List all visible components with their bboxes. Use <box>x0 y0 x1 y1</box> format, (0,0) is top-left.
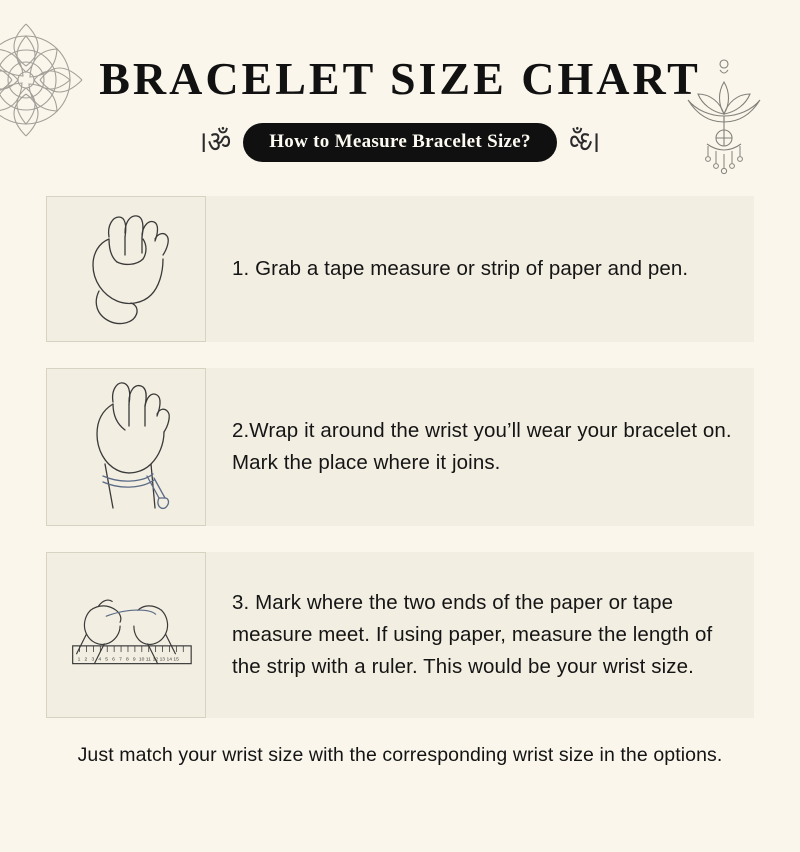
steps-list <box>46 196 754 718</box>
subtitle-badge: How to Measure Bracelet Size? <box>243 123 557 162</box>
hand-fist-with-tape-illustration <box>46 196 206 342</box>
subtitle-row <box>0 123 800 162</box>
list-item <box>46 552 754 718</box>
svg-text:10: 10 <box>138 657 145 663</box>
step-text: 1. Grab a tape measure or strip of paper and pen. <box>232 257 689 281</box>
flourish-left-icon: ।ॐ <box>197 125 232 159</box>
svg-text:1: 1 <box>77 657 81 663</box>
page-title: BRACELET SIZE CHART <box>99 53 701 104</box>
svg-text:2: 2 <box>84 657 88 663</box>
svg-text:8: 8 <box>126 657 129 663</box>
svg-text:9: 9 <box>132 657 136 663</box>
svg-text:5: 5 <box>105 657 109 663</box>
svg-text:7: 7 <box>119 657 122 663</box>
svg-text:3: 3 <box>91 657 95 663</box>
list-item <box>46 196 754 342</box>
svg-text:6: 6 <box>112 657 115 663</box>
svg-text:12: 12 <box>152 657 159 663</box>
flourish-right-icon: ।ॐ <box>568 125 603 159</box>
step-text: 2.Wrap it around the wrist you’ll wear your bracelet on. Mark the place where it joins. <box>232 419 732 474</box>
hand-wrapping-tape-around-wrist-illustration <box>46 368 206 526</box>
footer-note: Just match your wrist size with the corresponding wrist size in the options. <box>77 744 723 766</box>
svg-text:4: 4 <box>98 657 102 663</box>
svg-text:15: 15 <box>173 657 179 663</box>
hands-measuring-paper-strip-with-ruler-illustration <box>46 552 206 718</box>
svg-text:11: 11 <box>145 657 151 663</box>
step-text: 3. Mark where the two ends of the paper or tape measure meet. If using paper, measure the length of the strip with a ruler. This would be your wrist size. <box>232 591 713 678</box>
list-item <box>46 368 754 526</box>
svg-text:14: 14 <box>166 657 172 663</box>
svg-text:13: 13 <box>159 657 166 663</box>
